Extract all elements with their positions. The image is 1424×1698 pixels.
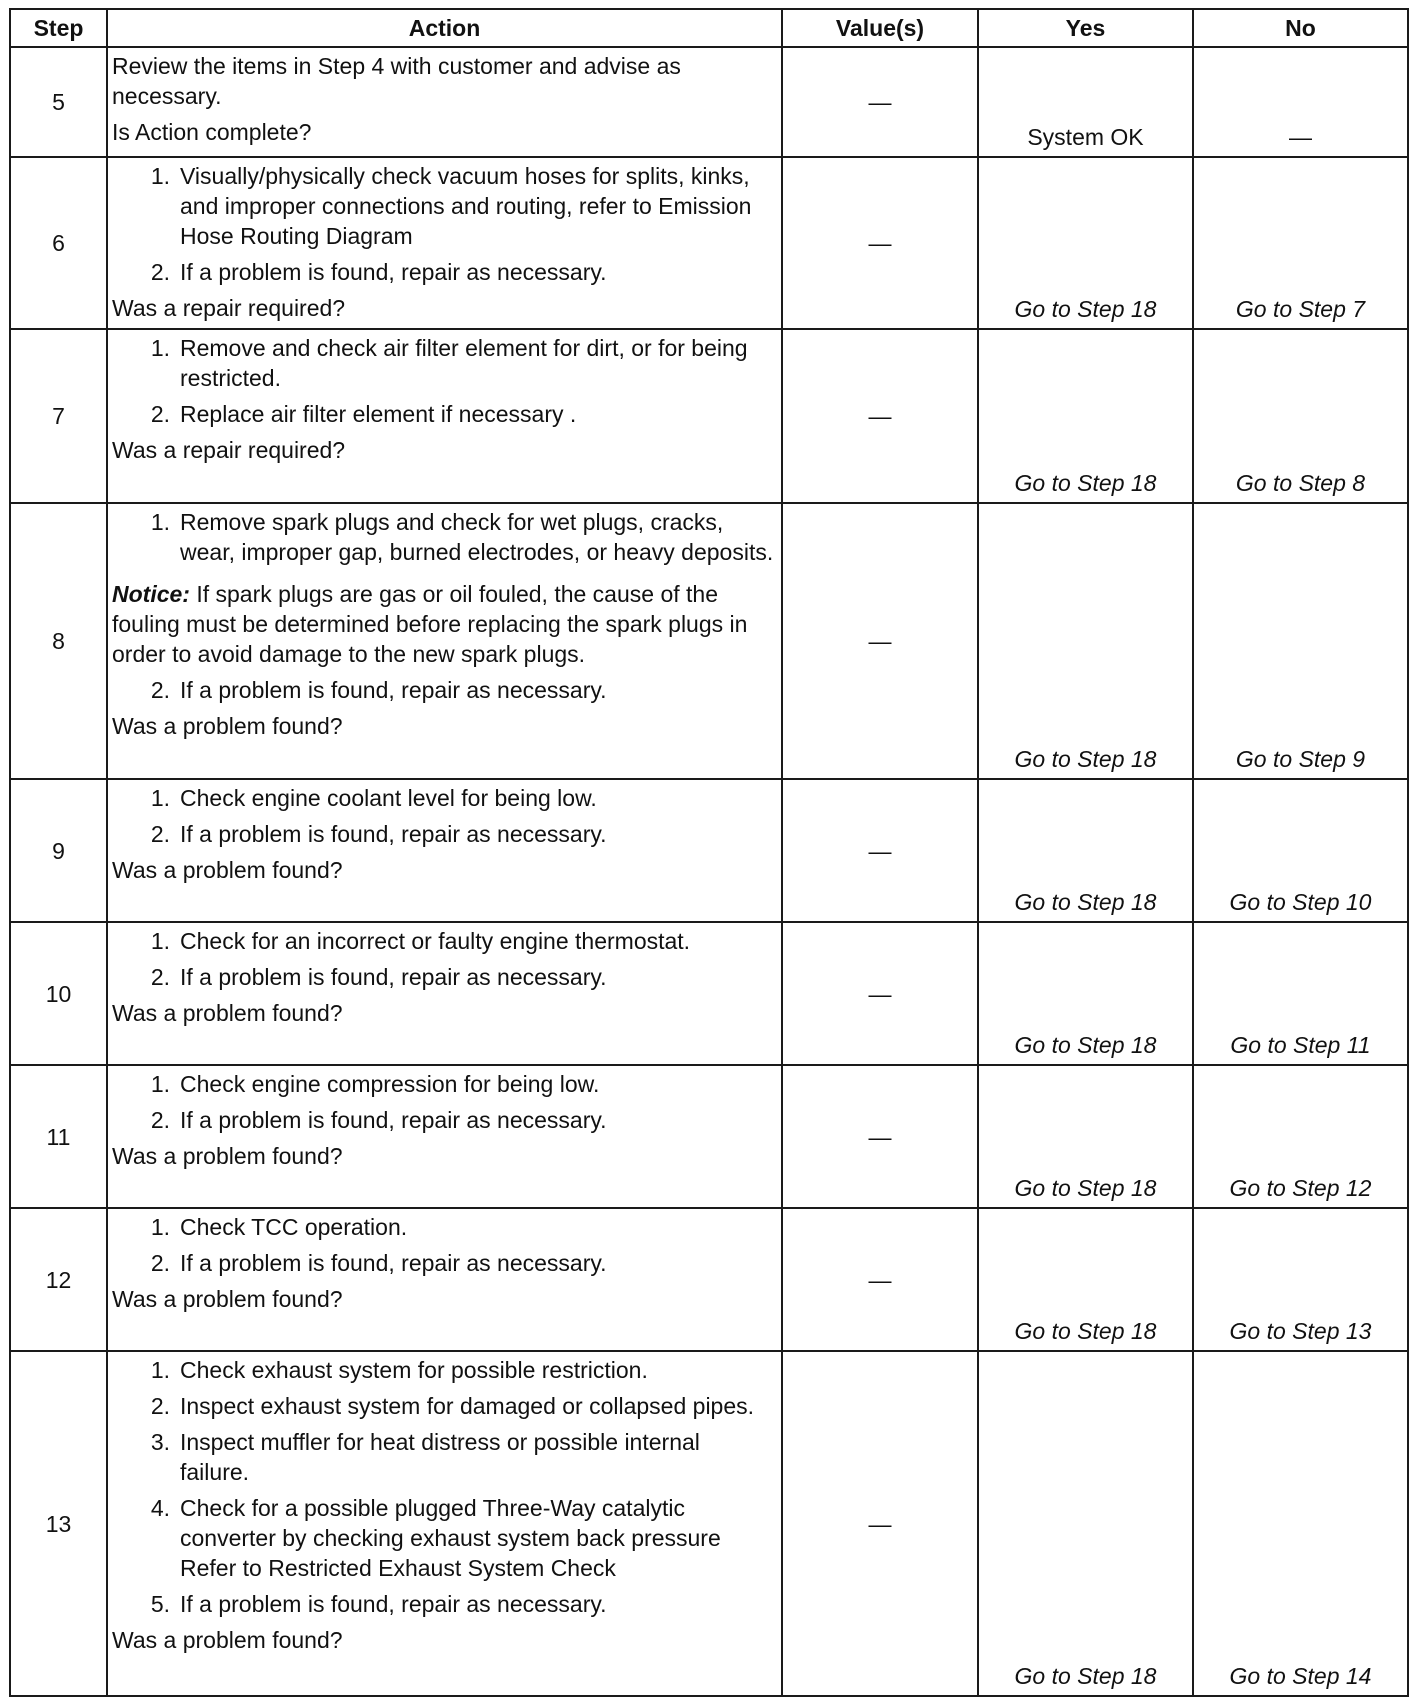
action-cell [107, 1065, 782, 1208]
value-cell: — [782, 157, 978, 329]
action-question: Was a problem found? [112, 1627, 343, 1653]
action-question: Was a problem found? [112, 1143, 343, 1169]
value-cell: — [782, 47, 978, 157]
notice-label: Notice: [112, 581, 190, 607]
no-cell: — [1193, 47, 1408, 157]
step-number: 9 [10, 779, 107, 922]
diagnostic-table [9, 8, 1409, 1697]
yes-cell: System OK [978, 47, 1193, 157]
step-number: 8 [10, 503, 107, 779]
step-number: 13 [10, 1351, 107, 1696]
action-item: 1. Check exhaust system for possible restriction. [150, 1357, 648, 1383]
value-cell: — [782, 922, 978, 1065]
action-item: 1. Check engine compression for being low. [150, 1071, 600, 1097]
no-cell: Go to Step 10 [1193, 779, 1408, 922]
value-cell: — [782, 329, 978, 503]
action-item: 2. Inspect exhaust system for damaged or collapsed pipes. [150, 1393, 755, 1419]
no-cell: Go to Step 14 [1193, 1351, 1408, 1696]
yes-cell: Go to Step 18 [978, 329, 1193, 503]
value-cell: — [782, 779, 978, 922]
action-item: 1. Check TCC operation. [150, 1214, 408, 1240]
no-cell: Go to Step 11 [1193, 922, 1408, 1065]
step-number: 12 [10, 1208, 107, 1351]
step-number: 7 [10, 329, 107, 503]
action-item: 1. Visually/physically check vacuum hoses for splits, kinks, and improper connections and routing, refer to Emission Hose Routing Diagram [150, 163, 752, 249]
notice-text: Notice: If spark plugs are gas or oil fouled, the cause of the fouling must be determined before replacing the spark plugs in order to avoid damage to the new spark plugs. [112, 581, 748, 667]
action-item: 2. If a problem is found, repair as necessary. [150, 1250, 607, 1276]
step-number: 5 [10, 47, 107, 157]
value-cell: — [782, 1208, 978, 1351]
action-item: 1. Remove spark plugs and check for wet plugs, cracks, wear, improper gap, burned electrodes, or heavy deposits. [150, 509, 774, 565]
action-question: Was a repair required? [112, 437, 346, 463]
table-row [10, 1065, 1408, 1208]
action-question: Was a problem found? [112, 1000, 343, 1026]
action-item: 2. If a problem is found, repair as necessary. [150, 964, 607, 990]
header-action: Action [107, 9, 782, 47]
table-row [10, 47, 1408, 157]
yes-cell: Go to Step 18 [978, 1065, 1193, 1208]
action-cell [107, 503, 782, 779]
action-item: 5. If a problem is found, repair as necessary. [150, 1591, 607, 1617]
header-yes: Yes [978, 9, 1193, 47]
yes-cell: Go to Step 18 [978, 503, 1193, 779]
step-number: 10 [10, 922, 107, 1065]
action-item: 4. Check for a possible plugged Three-Way catalytic converter by checking exhaust system back pressure Refer to Restricted Exhaust System Check [150, 1495, 721, 1581]
diagnostic-table-page [9, 8, 1409, 1697]
action-cell [107, 157, 782, 329]
header-values: Value(s) [782, 9, 978, 47]
no-cell: Go to Step 7 [1193, 157, 1408, 329]
action-item: 2. Replace air filter element if necessary . [150, 401, 577, 427]
step-number: 11 [10, 1065, 107, 1208]
yes-cell: Go to Step 18 [978, 157, 1193, 329]
table-row [10, 1208, 1408, 1351]
action-question: Was a repair required? [112, 295, 346, 321]
yes-cell: Go to Step 18 [978, 1351, 1193, 1696]
header-row [10, 9, 1408, 47]
action-question: Is Action complete? [112, 119, 312, 145]
action-item: 1. Remove and check air filter element for dirt, or for being restricted. [150, 335, 748, 391]
yes-cell: Go to Step 18 [978, 922, 1193, 1065]
table-row [10, 779, 1408, 922]
action-item: 2. If a problem is found, repair as necessary. [150, 1107, 607, 1133]
table-row [10, 157, 1408, 329]
action-item: 2. If a problem is found, repair as necessary. [150, 259, 607, 285]
action-item: 2. If a problem is found, repair as necessary. [150, 677, 607, 703]
action-question: Was a problem found? [112, 1286, 343, 1312]
action-item: 2. If a problem is found, repair as necessary. [150, 821, 607, 847]
table-row [10, 1351, 1408, 1696]
yes-cell: Go to Step 18 [978, 779, 1193, 922]
action-cell [107, 779, 782, 922]
header-no: No [1193, 9, 1408, 47]
action-question: Was a problem found? [112, 713, 343, 739]
no-cell: Go to Step 13 [1193, 1208, 1408, 1351]
yes-cell: Go to Step 18 [978, 1208, 1193, 1351]
action-text: Review the items in Step 4 with customer and advise as necessary. [112, 53, 681, 109]
action-cell [107, 1351, 782, 1696]
action-cell [107, 47, 782, 157]
table-row [10, 329, 1408, 503]
no-cell: Go to Step 9 [1193, 503, 1408, 779]
step-number: 6 [10, 157, 107, 329]
action-item: 3. Inspect muffler for heat distress or possible internal failure. [150, 1429, 700, 1485]
table-row [10, 922, 1408, 1065]
action-item: 1. Check engine coolant level for being low. [150, 785, 597, 811]
no-cell: Go to Step 8 [1193, 329, 1408, 503]
action-cell [107, 329, 782, 503]
value-cell: — [782, 1351, 978, 1696]
action-cell [107, 1208, 782, 1351]
action-question: Was a problem found? [112, 857, 343, 883]
header-step: Step [10, 9, 107, 47]
action-item: 1. Check for an incorrect or faulty engine thermostat. [150, 928, 691, 954]
table-row [10, 503, 1408, 779]
action-cell [107, 922, 782, 1065]
value-cell: — [782, 1065, 978, 1208]
value-cell: — [782, 503, 978, 779]
no-cell: Go to Step 12 [1193, 1065, 1408, 1208]
